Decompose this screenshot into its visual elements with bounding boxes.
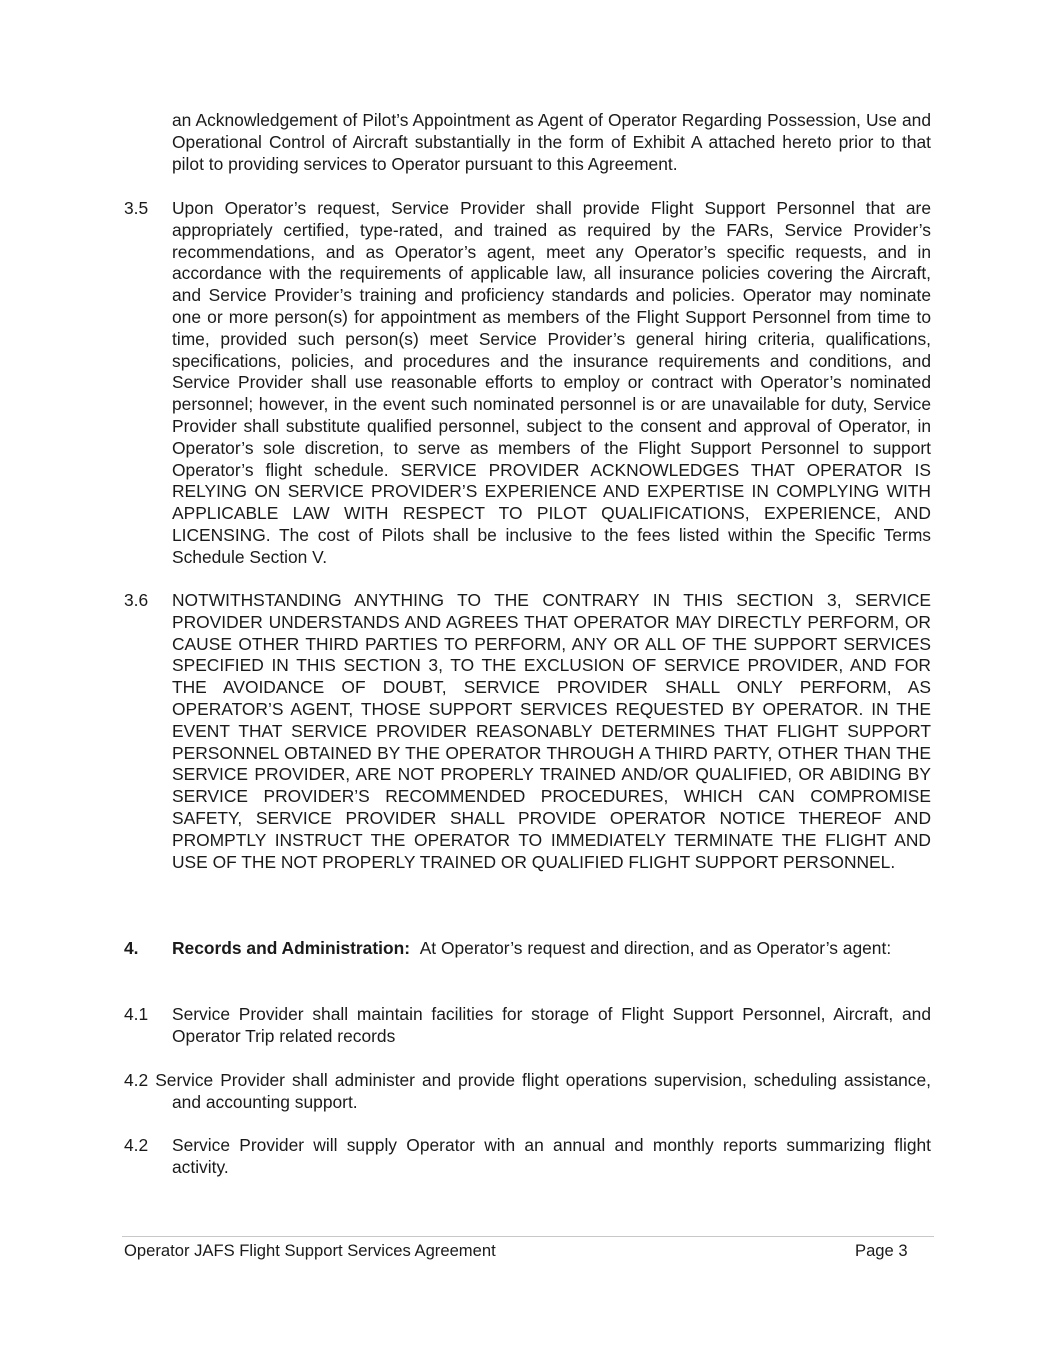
paragraph-text: Service Provider shall maintain facilities for storage of Flight Support Personnel, Aircraft, and Operator Trip related records [172,1004,931,1046]
paragraph-4-2-second [124,1135,931,1179]
section-number: 3.6 [124,590,149,610]
section-heading: Records and Administration: [172,938,411,958]
paragraph-text: an Acknowledgement of Pilot’s Appointment as Agent of Operator Regarding Possession, Use and Operational Control of Aircraft substantially in the form of Exhibit A attached hereto prior to that pilot to providing services to Operator pursuant to this Agreement. [172,110,931,174]
section-number: 4.2 [124,1070,149,1090]
paragraph-text: Upon Operator’s request, Service Provider shall provide Flight Support Personnel that are appropriately certified, type-rated, and trained as required by the FARs, Service Provider’s recommendations, and as Operator’s agent, meet any Operator’s specific requests, and in accordance with the requirements of applicable law, all insurance policies covering the Aircraft, and Service Provider’s training and proficiency standards and policies. Operator may nominate one or more person(s) for appointment as members of the Flight Support Personnel from time to time, provided such person(s) meet Service Provider’s general hiring criteria, qualifications, specifications, policies, and procedures and the insurance requirements and conditions, and Service Provider shall use reasonable efforts to employ or contract with Operator’s nominated personnel; however, in the event such nominated personnel is or are unavailable for duty, Service Provider shall substitute qualified personnel, subject to the consent and approval of Operator, in Operator’s sole discretion, to serve as members of the Flight Support Personnel to support Operator’s flight schedule. SERVICE PROVIDER ACKNOWLEDGES THAT OPERATOR IS RELYING ON SERVICE PROVIDER’S EXPERIENCE AND EXPERTISE IN COMPLYING WITH APPLICABLE LAW WITH RESPECT TO PILOT QUALIFICATIONS, EXPERIENCE, AND LICENSING. The cost of Pilots shall be inclusive to the fees listed within the Specific Terms Schedule Section V. [172,198,931,567]
section-number: 4.2 [124,1135,149,1155]
paragraph-3-6 [124,590,931,873]
section-number: 3.5 [124,198,149,218]
paragraph-text: NOTWITHSTANDING ANYTHING TO THE CONTRARY IN THIS SECTION 3, SERVICE PROVIDER UNDERSTANDS AND AGREES THAT OPERATOR MAY DIRECTLY PERFORM, OR CAUSE OTHER THIRD PARTIES TO PERFORM, ANY OR ALL OF THE SUPPORT SERVICES SPECIFIED IN THIS SECTION 3, TO THE EXCLUSION OF SERVICE PROVIDER, AND FOR THE AVOIDANCE OF DOUBT, SERVICE PROVIDER SHALL ONLY PERFORM, AS OPERATOR’S AGENT, THOSE SUPPORT SERVICES REQUESTED BY OPERATOR. IN THE EVENT THAT SERVICE PROVIDER REASONABLY DETERMINES THAT FLIGHT SUPPORT PERSONNEL OBTAINED BY THE OPERATOR THROUGH A THIRD PARTY, OTHER THAN THE SERVICE PROVIDER, ARE NOT PROPERLY TRAINED AND/OR QUALIFIED, OR ABIDING BY SERVICE PROVIDER’S RECOMMENDED PROCEDURES, WHICH CAN COMPROMISE SAFETY, SERVICE PROVIDER SHALL PROVIDE OPERATOR NOTICE THEREOF AND PROMPTLY INSTRUCT THE OPERATOR TO IMMEDIATELY TERMINATE THE FLIGHT AND USE OF THE NOT PROPERLY TRAINED OR QUALIFIED FLIGHT SUPPORT PERSONNEL. [172,590,931,872]
page-number: Page 3 [855,1241,908,1260]
section-number: 4.1 [124,1004,149,1024]
paragraph-4-1 [124,1004,931,1048]
paragraph-3-5 [124,198,931,569]
paragraph-4-2-first [124,1070,931,1114]
footer-title: Operator JAFS Flight Support Services Agreement [124,1241,496,1260]
paragraph-text: Service Provider will supply Operator with an annual and monthly reports summarizing flight activity. [172,1135,931,1177]
section-number: 4. [124,938,139,958]
paragraph-text: Service Provider shall administer and provide flight operations supervision, scheduling assistance, and accounting support. [155,1070,931,1112]
section-4-heading [124,938,931,960]
footer-divider [122,1236,934,1237]
paragraph-text: At Operator’s request and direction, and as Operator’s agent: [419,938,892,958]
paragraph-continuation [124,110,931,175]
